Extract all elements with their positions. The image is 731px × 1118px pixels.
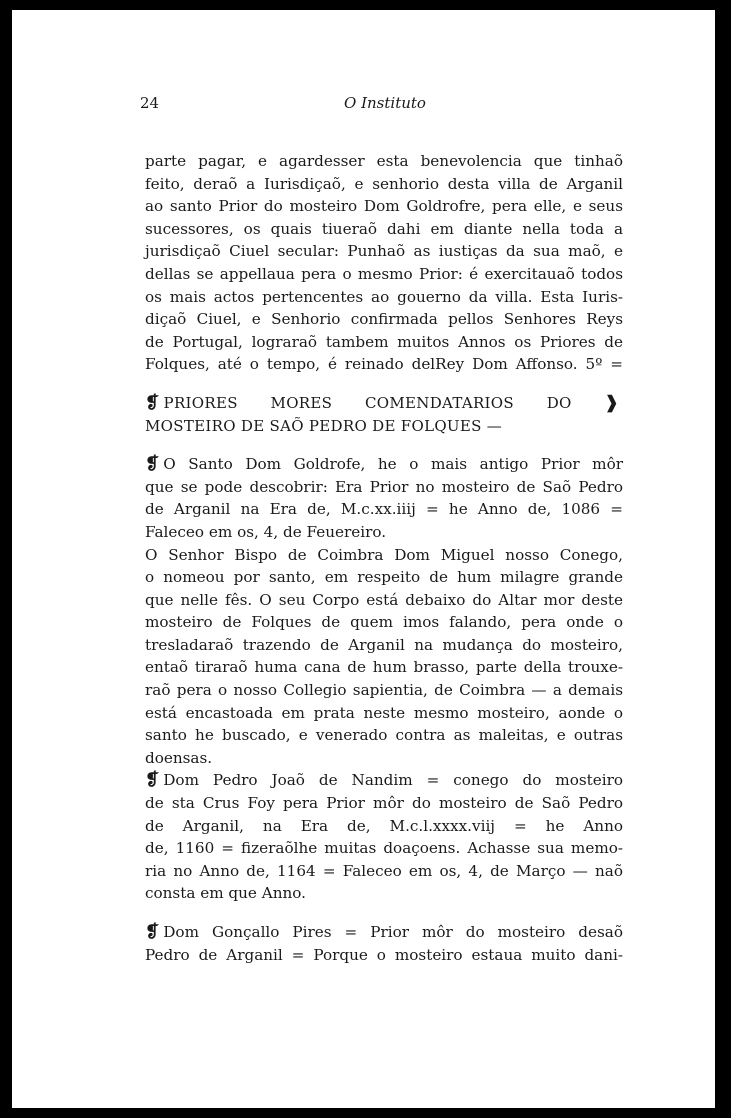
page-header bbox=[140, 94, 630, 118]
paragraph-5 bbox=[145, 921, 623, 966]
text-line: ao santo Prior do mosteiro Dom Goldrofre, pera elle, e seus bbox=[145, 197, 623, 216]
text-line: doensas. bbox=[145, 748, 213, 767]
text-line: Faleceo em os, 4, de Feuereiro. bbox=[145, 522, 387, 541]
paragraph-2 bbox=[145, 453, 623, 543]
bracket-ornament-icon: ❱ bbox=[604, 392, 619, 413]
text-line: jurisdiçaõ Ciuel secular: Punhaõ as iustiças da sua maõ, e bbox=[145, 242, 623, 261]
text-line: ❡ Dom Pedro Joaõ de Nandim = conego do mosteiro bbox=[145, 770, 623, 791]
text-line: entaõ tiraraõ huma cana de hum brasso, parte della trouxe- bbox=[145, 658, 623, 677]
running-title: O Instituto bbox=[344, 94, 426, 112]
text-line: feito, deraõ a Iurisdiçaõ, e senhorio desta villa de Arganil bbox=[145, 174, 623, 193]
text-line: O Senhor Bispo de Coimbra Dom Miguel nosso Conego, bbox=[145, 545, 623, 564]
text-line: que nelle fês. O seu Corpo está debaixo do Altar mor deste bbox=[145, 590, 623, 609]
text-line: dellas se appellaua pera o mesmo Prior: é exercitauaõ todos bbox=[145, 264, 623, 283]
text-line: de sta Crus Foy pera Prior môr do mosteiro de Saõ Pedro bbox=[145, 794, 623, 813]
text-line: que se pode descobrir: Era Prior no mosteiro de Saõ Pedro bbox=[145, 477, 623, 496]
text-line: ❡ Dom Gonçallo Pires = Prior môr do mosteiro desaõ bbox=[145, 922, 623, 942]
text-line: diçaõ Ciuel, e Senhorio confirmada pellos Senhores Reys bbox=[145, 310, 623, 329]
text-line: os mais actos pertencentes ao gouerno da villa. Esta Iuris- bbox=[145, 287, 623, 306]
text-line: de Arganil, na Era de, M.c.l.xxxx.viij = he Anno bbox=[145, 816, 623, 835]
text-line: o nomeou por santo, em respeito de hum milagre grande bbox=[145, 568, 623, 587]
text-line: consta em que Anno. bbox=[145, 884, 306, 903]
text-line: tresladaraõ trazendo de Arganil na mudança do mosteiro, bbox=[145, 635, 623, 654]
text-line: Pedro de Arganil = Porque o mosteiro estaua muito dani- bbox=[145, 945, 623, 964]
pilcrow-icon: ❡ bbox=[145, 770, 160, 791]
heading-line-1 bbox=[145, 392, 623, 415]
paragraph-3 bbox=[145, 544, 623, 770]
pilcrow-icon: ❡ bbox=[145, 454, 160, 475]
heading-text: PRIORES MORES COMENDATARIOS DO bbox=[163, 393, 572, 412]
text-line: Folques, até o tempo, é reinado delRey Dom Affonso. 5º = bbox=[145, 355, 623, 374]
section-heading bbox=[145, 392, 623, 437]
paragraph-4 bbox=[145, 769, 623, 905]
text-line: mosteiro de Folques de quem imos falando, pera onde o bbox=[145, 613, 623, 632]
text-line: ❡ O Santo Dom Goldrofe, he o mais antigo Prior môr bbox=[145, 454, 623, 475]
text-line: de, 1160 = fizeraõlhe muitas doaçoens. Achasse sua memo- bbox=[145, 839, 623, 858]
text-line: sucessores, os quais tiueraõ dahi em diante nella toda a bbox=[145, 219, 623, 238]
text-line: está encastoada em prata neste mesmo mosteiro, aonde o bbox=[145, 703, 623, 722]
text-line: de Arganil na Era de, M.c.xx.iiij = he Anno de, 1086 = bbox=[145, 500, 623, 519]
heading-line-2: MOSTEIRO DE SAÕ PEDRO DE FOLQUES — bbox=[145, 416, 503, 435]
pilcrow-icon: ❡ bbox=[145, 922, 160, 942]
pilcrow-icon: ❡ bbox=[145, 392, 160, 413]
text-line: de Portugal, lograraõ tambem muitos Annos os Priores de bbox=[145, 332, 623, 351]
text-line: parte pagar, e agardesser esta benevolencia que tinhaõ bbox=[145, 152, 623, 170]
text-line: santo he buscado, e venerado contra as maleitas, e outras bbox=[145, 726, 623, 745]
page-number: 24 bbox=[140, 94, 160, 112]
book-page bbox=[12, 10, 715, 1108]
paragraph-1 bbox=[145, 150, 623, 376]
text-line: raõ pera o nosso Collegio sapientia, de Coimbra — a demais bbox=[145, 681, 623, 700]
body-text bbox=[145, 150, 623, 966]
text-line: ria no Anno de, 1164 = Faleceo em os, 4, de Março — naõ bbox=[145, 861, 623, 880]
